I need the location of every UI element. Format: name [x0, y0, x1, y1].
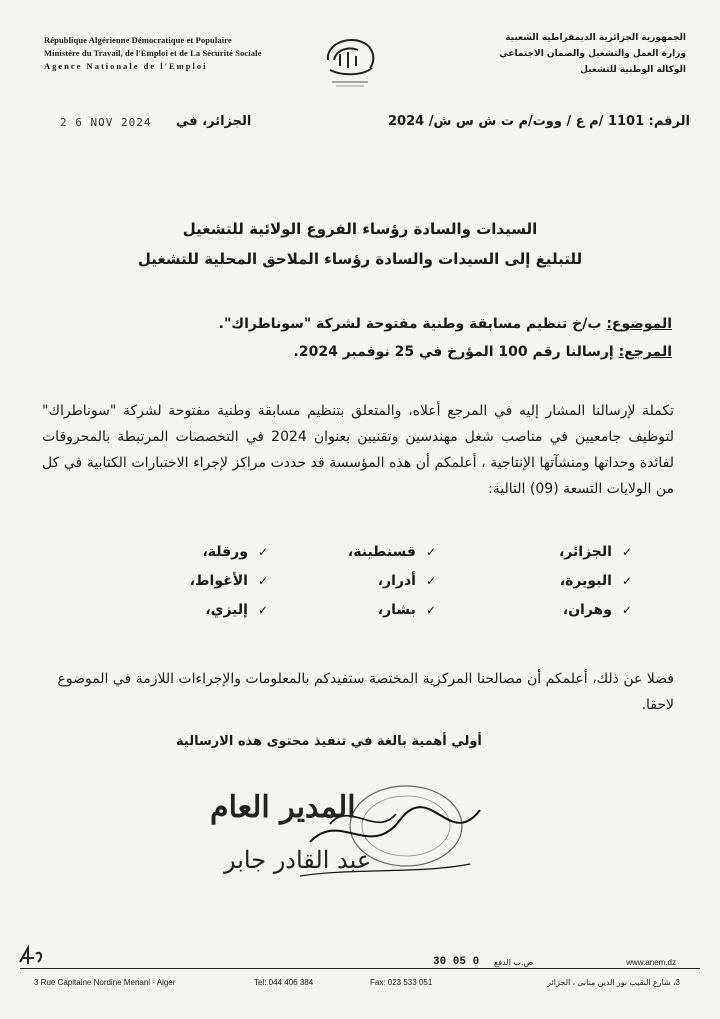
footer-address: 3 Rue Capitaine Nordine Menani - Alger [34, 978, 176, 987]
body-paragraph: تكملة لإرسالنا المشار إليه في المرجع أعلاه، والمتعلق بتنظيم مسابقة وطنية مفتوحة لشركة "سوناطراك" لتوظيف جامعيين في مناصب شغل مهندسين وتقنيين بعنوان 2024 في التخصصات المرتبطة بالمحروقات لفائدة وحداتها ومنشآتها الإنتاجية ، أعلمكم أن هذه المؤسسة قد حددت مراكز لإجراء الاختبارات الكتابية في كل من الولايات التسعة (09) التالية: [42, 403, 674, 497]
addressee-line-2: للتبليغ إلى السيدات والسادة رؤساء الملاحق المحلية للتشغيل [137, 250, 583, 268]
check-icon: ✓ [425, 574, 436, 588]
list-item: ✓الأغواط، [148, 567, 268, 596]
signature-name: عبد القادر جابر [224, 846, 372, 874]
check-icon: ✓ [425, 545, 436, 559]
list-item: ✓وهران، [472, 596, 632, 625]
list-item: ✓قسنطينة، [276, 538, 436, 567]
header-ministry-ar: وزارة العمل والتشغيل والضمان الاجتماعي [499, 49, 686, 59]
check-icon: ✓ [621, 574, 632, 588]
place-date: الجزائر، في [176, 114, 252, 129]
list-item: ✓بشار، [276, 596, 436, 625]
reference-label: المرجع: [618, 344, 672, 360]
reference-text: إرسالنا رقم 100 المؤرخ في 25 نوفمبر 2024. [293, 344, 614, 360]
closing-paragraph: فضلا عن ذلك، أعلمكم أن مصالحنا المركزية المختصة ستفيدكم بالمعلومات والإجراءات اللازمة في الموضوع لاحقا. [57, 671, 674, 713]
check-icon: ✓ [257, 574, 268, 588]
check-icon: ✓ [621, 545, 632, 559]
list-item: ✓إليزي، [148, 596, 268, 625]
reference-number: الرقم: 1101 /م ع / ووت/م ت ش س ش/ 2024 [388, 114, 690, 129]
check-icon: ✓ [257, 603, 268, 617]
wilaya-column-1 [472, 538, 632, 625]
importance-line: أولي أهمية بالغة في تنفيذ محتوى هذه الارسالية [176, 734, 482, 749]
subject-text: ب/خ تنظيم مسابقة وطنية مفتوحة لشركة "سوناطراك". [218, 316, 602, 332]
header-agency-fr: Agence Nationale de l'Emploi [44, 61, 208, 71]
check-icon: ✓ [621, 603, 632, 617]
stamp-date: 2 6 NOV 2024 [60, 116, 152, 129]
anem-logo-icon [318, 30, 382, 92]
footer-po-box: 30 05 0 [430, 956, 482, 968]
header-ministry-fr: Ministère du Travail, de l'Emploi et de La Sécurité Sociale [44, 48, 262, 58]
header-republic-fr: République Algérienne Démocratique et Populaire [44, 35, 232, 45]
list-item: ✓أدرار، [276, 567, 436, 596]
addressee-block [0, 214, 720, 274]
check-icon: ✓ [425, 603, 436, 617]
footer-address-ar: 3، شارع النقيب نور الدين منانى ، الجزائر [547, 978, 680, 987]
list-item: ✓ورقلة، [148, 538, 268, 567]
dateline [0, 112, 720, 136]
signature-title: المدير العام [210, 790, 356, 825]
header-republic-ar: الجمهورية الجزائرية الديمقراطية الشعبية [505, 33, 686, 43]
list-item: ✓البويرة، [472, 567, 632, 596]
header-french [44, 34, 304, 73]
wilayas-list [148, 538, 632, 628]
header-agency-ar: الوكالة الوطنية للتشغيل [580, 65, 686, 75]
subject-label: الموضوع: [606, 316, 672, 332]
addressee-line-1: السيدات والسادة رؤساء الفروع الولائية للتشغيل [182, 220, 538, 238]
footer-fax: Fax: 023 533 051 [370, 978, 433, 987]
reference-line [52, 338, 672, 366]
subject-line [52, 310, 672, 338]
footer-website: www.anem.dz [626, 958, 676, 967]
wilaya-column-3 [148, 538, 268, 625]
subject-block [52, 310, 672, 366]
header-arabic [456, 30, 686, 78]
footer-po-box-ar: ص.ب الدفع [494, 958, 534, 967]
footer-tel: Tel: 044 406 384 [254, 978, 314, 987]
footer-top [0, 958, 720, 972]
list-item: ✓الجزائر، [472, 538, 632, 567]
wilaya-column-2 [276, 538, 436, 625]
check-icon: ✓ [257, 545, 268, 559]
